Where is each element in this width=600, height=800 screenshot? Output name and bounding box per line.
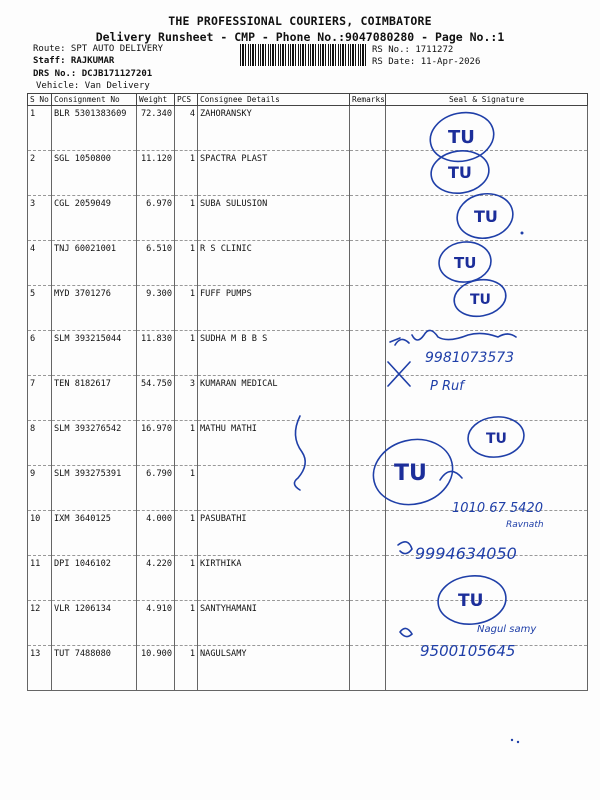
rs-date: RS Date: 11-Apr-2026 xyxy=(372,57,481,67)
table-row xyxy=(28,241,588,286)
cell-weight: 72.340 xyxy=(137,106,175,151)
cell-sno: 7 xyxy=(28,376,52,421)
handwritten-name: Nagul samy xyxy=(477,624,537,635)
cell-consignment: SLM 393275391 xyxy=(52,466,137,511)
cell-signature xyxy=(386,151,588,196)
cell-sno: 1 xyxy=(28,106,52,151)
cell-pcs: 1 xyxy=(175,241,198,286)
cell-weight: 4.910 xyxy=(137,601,175,646)
cell-pcs: 1 xyxy=(175,421,198,466)
col-remarks: Remarks xyxy=(350,94,386,106)
cell-weight: 10.900 xyxy=(137,646,175,691)
cell-consignment: VLR 1206134 xyxy=(52,601,137,646)
table-header-row xyxy=(28,94,588,106)
cell-consignment: TUT 7488080 xyxy=(52,646,137,691)
cell-signature xyxy=(386,421,588,466)
cell-sno: 13 xyxy=(28,646,52,691)
cell-consignee: KUMARAN MEDICAL xyxy=(198,376,350,421)
cell-consignment: IXM 3640125 xyxy=(52,511,137,556)
cell-consignee: SUDHA M B B S xyxy=(198,331,350,376)
cell-consignment: TEN 8182617 xyxy=(52,376,137,421)
company-title: THE PROFESSIONAL COURIERS, COIMBATORE xyxy=(168,14,432,28)
cell-sno: 9 xyxy=(28,466,52,511)
stamp-text: TU xyxy=(454,254,477,272)
table-row xyxy=(28,286,588,331)
handwritten-note: P Ruf xyxy=(430,379,464,394)
cell-consignment: SGL 1050800 xyxy=(52,151,137,196)
cell-remarks xyxy=(350,106,386,151)
cell-consignee: NAGULSAMY xyxy=(198,646,350,691)
cell-weight: 54.750 xyxy=(137,376,175,421)
cell-weight: 4.220 xyxy=(137,556,175,601)
cell-weight: 11.120 xyxy=(137,151,175,196)
cell-sno: 6 xyxy=(28,331,52,376)
cell-remarks xyxy=(350,196,386,241)
stamp-text: TU xyxy=(470,292,491,308)
cell-remarks xyxy=(350,466,386,511)
col-pcs: PCS xyxy=(175,94,198,106)
cell-consignment: BLR 5301383609 xyxy=(52,106,137,151)
cell-pcs: 1 xyxy=(175,466,198,511)
cell-signature xyxy=(386,601,588,646)
cell-consignment: CGL 2059049 xyxy=(52,196,137,241)
handwritten-name: Ravnath xyxy=(506,520,544,530)
cell-consignee: FUFF PUMPS xyxy=(198,286,350,331)
cell-pcs: 1 xyxy=(175,601,198,646)
cell-consignment: TNJ 60021001 xyxy=(52,241,137,286)
table-row xyxy=(28,106,588,151)
cell-weight: 6.790 xyxy=(137,466,175,511)
cell-remarks xyxy=(350,241,386,286)
cell-weight: 6.970 xyxy=(137,196,175,241)
cell-signature xyxy=(386,106,588,151)
cell-sno: 4 xyxy=(28,241,52,286)
table-row xyxy=(28,556,588,601)
col-consignee: Consignee Details xyxy=(198,94,350,106)
cell-consignee: SANTYHAMANI xyxy=(198,601,350,646)
cell-pcs: 1 xyxy=(175,286,198,331)
table-row xyxy=(28,331,588,376)
cell-signature xyxy=(386,196,588,241)
stamp-text: TU xyxy=(486,431,507,447)
stamp-text: TU xyxy=(474,207,498,226)
table-row xyxy=(28,466,588,511)
table-row xyxy=(28,151,588,196)
cell-consignee: SPACTRA PLAST xyxy=(198,151,350,196)
stamp-text: TU xyxy=(458,591,484,611)
cell-pcs: 1 xyxy=(175,511,198,556)
table-row xyxy=(28,646,588,691)
cell-remarks xyxy=(350,151,386,196)
handwritten-phone: 1010 67 5420 xyxy=(452,501,543,516)
col-consignment: Consignment No xyxy=(52,94,137,106)
rs-number: RS No.: 1711272 xyxy=(372,45,454,55)
cell-pcs: 1 xyxy=(175,151,198,196)
stamp-text: TU xyxy=(394,461,427,486)
cell-signature xyxy=(386,466,588,511)
cell-signature xyxy=(386,646,588,691)
cell-consignee: ZAHORANSKY xyxy=(198,106,350,151)
table-row xyxy=(28,421,588,466)
table-row xyxy=(28,511,588,556)
cell-sno: 3 xyxy=(28,196,52,241)
runsheet-subtitle: Delivery Runsheet - CMP - Phone No.:9047080280 - Page No.:1 xyxy=(95,30,505,44)
handwritten-phone: 9981073573 xyxy=(425,350,515,366)
cell-weight: 16.970 xyxy=(137,421,175,466)
col-sno: S No xyxy=(28,94,52,106)
route-label: Route: SPT AUTO DELIVERY xyxy=(33,44,164,54)
cell-consignee: R S CLINIC xyxy=(198,241,350,286)
table-row xyxy=(28,196,588,241)
table-row xyxy=(28,376,588,421)
cell-remarks xyxy=(350,421,386,466)
col-signature: Seal & Signature xyxy=(386,94,588,106)
cell-signature xyxy=(386,286,588,331)
cell-pcs: 1 xyxy=(175,556,198,601)
cell-consignee: KIRTHIKA xyxy=(198,556,350,601)
cell-consignment: SLM 393276542 xyxy=(52,421,137,466)
cell-consignee: MATHU MATHI xyxy=(198,421,350,466)
cell-pcs: 1 xyxy=(175,646,198,691)
handwritten-phone: 9500105645 xyxy=(420,642,516,660)
table-row xyxy=(28,601,588,646)
cell-pcs: 1 xyxy=(175,331,198,376)
cell-remarks xyxy=(350,286,386,331)
cell-pcs: 4 xyxy=(175,106,198,151)
handwritten-phone: 9994634050 xyxy=(415,544,517,563)
cell-remarks xyxy=(350,646,386,691)
cell-signature xyxy=(386,331,588,376)
cell-remarks xyxy=(350,511,386,556)
stamp-text: TU xyxy=(448,127,475,148)
cell-sno: 12 xyxy=(28,601,52,646)
cell-remarks xyxy=(350,556,386,601)
cell-remarks xyxy=(350,376,386,421)
drs-number: DRS No.: DCJB171127201 xyxy=(33,69,153,79)
cell-pcs: 1 xyxy=(175,196,198,241)
cell-consignee: SUBA SULUSION xyxy=(198,196,350,241)
cell-weight: 11.830 xyxy=(137,331,175,376)
cell-sno: 5 xyxy=(28,286,52,331)
cell-sno: 8 xyxy=(28,421,52,466)
cell-pcs: 3 xyxy=(175,376,198,421)
cell-consignee: PASUBATHI xyxy=(198,511,350,556)
cell-sno: 2 xyxy=(28,151,52,196)
cell-consignment: SLM 393215044 xyxy=(52,331,137,376)
staff-label: Staff: RAJKUMAR xyxy=(33,56,115,66)
cell-weight: 4.000 xyxy=(137,511,175,556)
runsheet-table xyxy=(27,93,588,691)
cell-remarks xyxy=(350,331,386,376)
cell-sno: 10 xyxy=(28,511,52,556)
cell-consignee xyxy=(198,466,350,511)
cell-signature xyxy=(386,241,588,286)
cell-signature xyxy=(386,556,588,601)
cell-consignment: MYD 3701276 xyxy=(52,286,137,331)
col-weight: Weight xyxy=(137,94,175,106)
barcode xyxy=(240,44,368,66)
cell-weight: 9.300 xyxy=(137,286,175,331)
cell-signature xyxy=(386,511,588,556)
cell-weight: 6.510 xyxy=(137,241,175,286)
vehicle-label: Vehicle: Van Delivery xyxy=(36,81,150,91)
cell-sno: 11 xyxy=(28,556,52,601)
cell-signature xyxy=(386,376,588,421)
cell-consignment: DPI 1046102 xyxy=(52,556,137,601)
cell-remarks xyxy=(350,601,386,646)
stamp-text: TU xyxy=(448,163,472,182)
